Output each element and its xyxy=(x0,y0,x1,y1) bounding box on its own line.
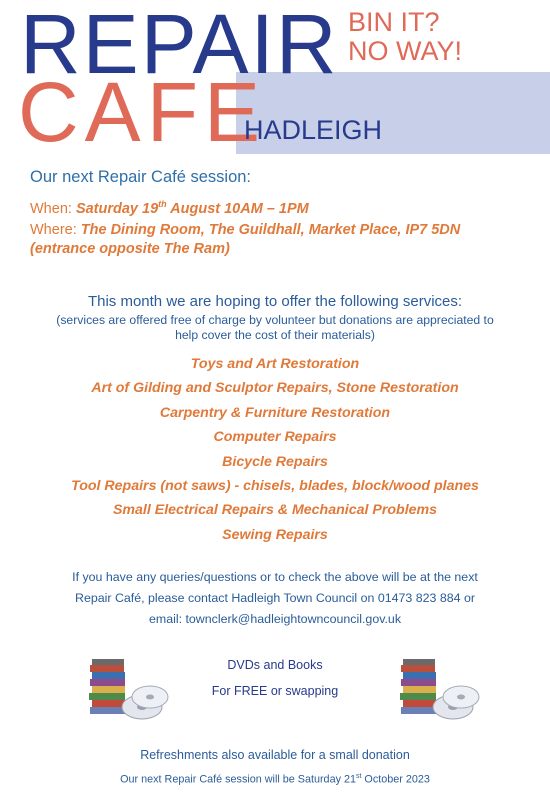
services-heading: This month we are hoping to offer the following services: xyxy=(87,293,463,310)
title-repair: REPAIR xyxy=(20,0,339,91)
when-line xyxy=(30,195,309,219)
where-note: (entrance opposite The Ram) xyxy=(30,241,230,257)
where-line-2 xyxy=(30,240,230,259)
contact-info: If you have any queries/questions or to check the above will be at the next Repair Café, please contact Hadleigh Town Council on 01473 823 884 or email: townclerk@hadleightowncouncil.gov.uk xyxy=(40,567,510,630)
list-item: Sewing Repairs xyxy=(222,526,328,543)
title-cafe: CAFE xyxy=(18,65,267,159)
where-line xyxy=(30,221,460,240)
when-value: Saturday 19th August 10AM – 1PM xyxy=(75,199,309,217)
refreshments-note: Refreshments also available for a small donation xyxy=(140,748,410,762)
list-item: Toys and Art Restoration xyxy=(190,356,360,372)
list-item: Art of Gilding and Sculptor Repairs, Stone Restoration xyxy=(91,380,459,397)
list-item: Carpentry & Furniture Restoration xyxy=(159,404,391,421)
dvds-books-offer: DVDs and Books For FREE or swapping xyxy=(211,658,339,698)
session-heading: Our next Repair Café session: xyxy=(30,168,252,186)
where-label: Where: xyxy=(30,222,81,238)
when-label: When: xyxy=(30,200,76,217)
services-note: (services are offered free of charge by volunteer but donations are appreciated to help cover the cost of their materials) xyxy=(56,313,494,342)
list-item: Small Electrical Repairs & Mechanical Problems xyxy=(112,502,438,519)
town-name: HADLEIGH xyxy=(244,115,383,145)
contact-email[interactable]: email: townclerk@hadleightowncouncil.gov.uk xyxy=(148,612,402,626)
tagline-line2: NO WAY! xyxy=(348,36,462,66)
services-list xyxy=(0,352,550,547)
list-item: Bicycle Repairs xyxy=(222,453,328,470)
tagline-line1: BIN IT? xyxy=(348,7,440,37)
next-session-note: Our next Repair Café session will be Saturday 21st October 2023 xyxy=(120,773,430,786)
tagline xyxy=(348,8,548,66)
where-value: The Dining Room, The Guildhall, Market Place, IP7 5DN xyxy=(80,222,461,238)
list-item: Computer Repairs xyxy=(213,429,337,446)
list-item: Tool Repairs (not saws) - chisels, blades, block/wood planes xyxy=(71,478,479,495)
